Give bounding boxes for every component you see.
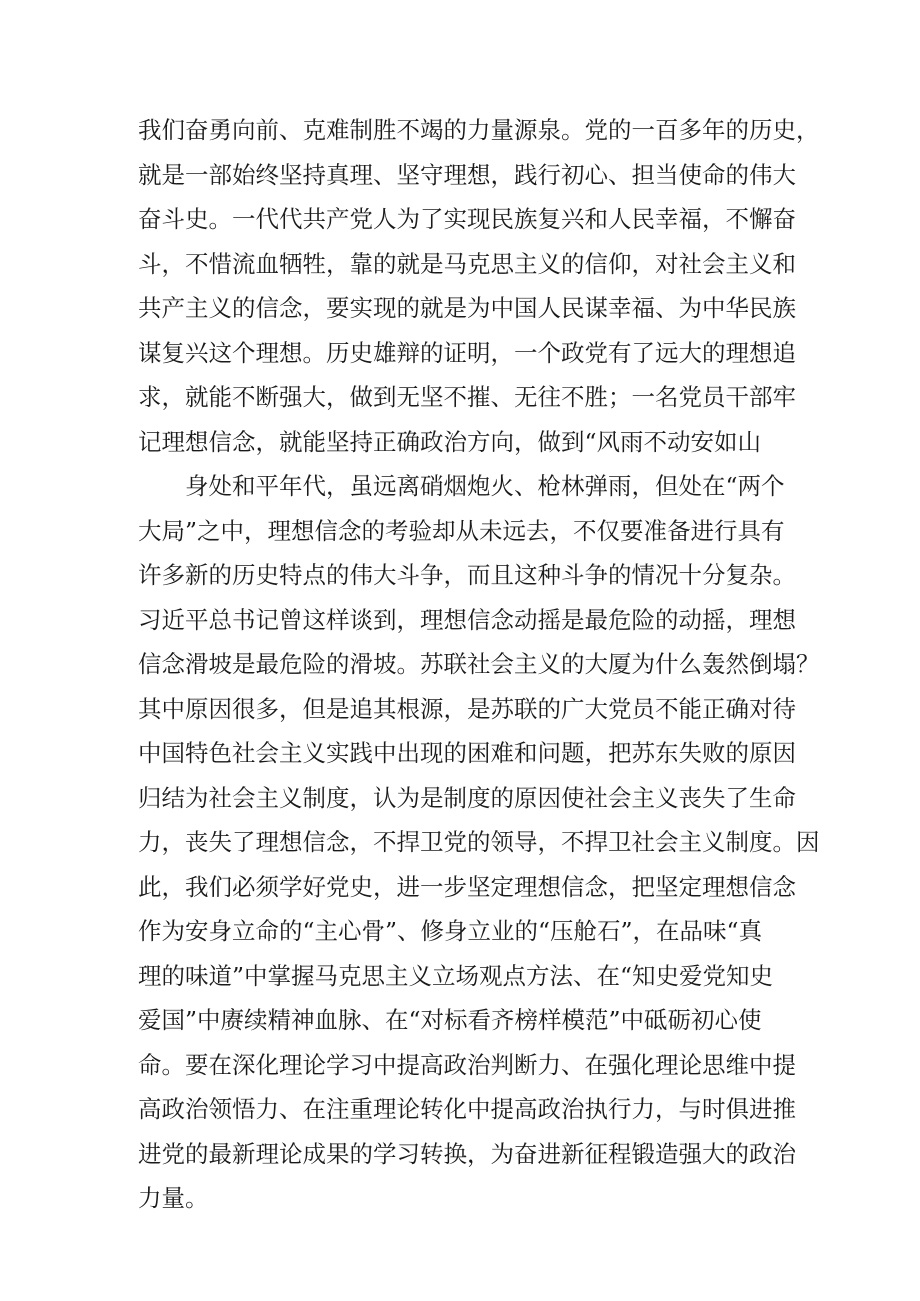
text-line: 此，我们必须学好党史，进一步坚定理想信念，把坚定理想信念 <box>138 872 796 901</box>
text-line: 其中原因很多，但是追其根源，是苏联的广大党员不能正确对待 <box>138 694 796 723</box>
text-line: 习近平总书记曾这样谈到，理想信念动摇是最危险的动摇，理想 <box>138 605 796 634</box>
paragraph-2 <box>138 464 820 1221</box>
text-line: 许多新的历史特点的伟大斗争，而且这种斗争的情况十分复杂。 <box>138 561 796 589</box>
text-line: 我们奋勇向前、克难制胜不竭的力量源泉。党的一百多年的历史， <box>138 116 820 144</box>
text-line: 力量。 <box>138 1184 209 1212</box>
text-line: 中国特色社会主义实践中出现的困难和问题，把苏东失败的原因 <box>138 739 796 767</box>
text-line: 斗，不惜流血牺牲，靠的就是马克思主义的信仰，对社会主义和 <box>138 249 796 278</box>
text-line: 命。要在深化理论学习中提高政治判断力、在强化理论思维中提 <box>138 1050 796 1079</box>
text-line: 爱国”中赓续精神血脉、在“对标看齐榜样模范”中砥砺初心使 <box>138 1006 762 1034</box>
text-line: 奋斗史。一代代共产党人为了实现民族复兴和人民幸福，不懈奋 <box>138 205 796 233</box>
text-line: 高政治领悟力、在注重理论转化中提高政治执行力，与时俱进推 <box>138 1095 796 1123</box>
text-line: 作为安身立命的“主心骨”、修身立业的“压舱石”，在品味“真 <box>138 917 763 945</box>
text-line: 求，就能不断强大，做到无坚不摧、无往不胜；一名党员干部牢 <box>138 383 796 411</box>
text-line: 信念滑坡是最危险的滑坡。苏联社会主义的大厦为什么轰然倒塌？ <box>138 650 820 678</box>
text-line: 就是一部始终坚持真理、坚守理想，践行初心、担当使命的伟大 <box>138 160 796 189</box>
body-text <box>138 108 820 1221</box>
text-line: 大局”之中，理想信念的考验却从未远去，不仅要准备进行具有 <box>138 516 785 545</box>
text-line: 力，丧失了理想信念，不捍卫党的领导，不捍卫社会主义制度。因 <box>138 828 820 856</box>
text-line: 归结为社会主义制度，认为是制度的原因使社会主义丧失了生命 <box>138 783 796 812</box>
paragraph-1 <box>138 108 820 464</box>
text-line: 理的味道”中掌握马克思主义立场观点方法、在“知史爱党知史 <box>138 961 774 990</box>
text-line: 身处和平年代，虽远离硝烟炮火、枪林弹雨，但处在“两个 <box>185 472 785 500</box>
text-line: 谋复兴这个理想。历史雄辩的证明，一个政党有了远大的理想追 <box>138 338 796 367</box>
text-line: 记理想信念，就能坚持正确政治方向，做到“风雨不动安如山 <box>138 427 762 456</box>
text-line: 共产主义的信念，要实现的就是为中国人民谋幸福、为中华民族 <box>138 294 796 322</box>
text-line: 进党的最新理论成果的学习转换，为奋进新征程锻造强大的政治 <box>138 1139 796 1168</box>
